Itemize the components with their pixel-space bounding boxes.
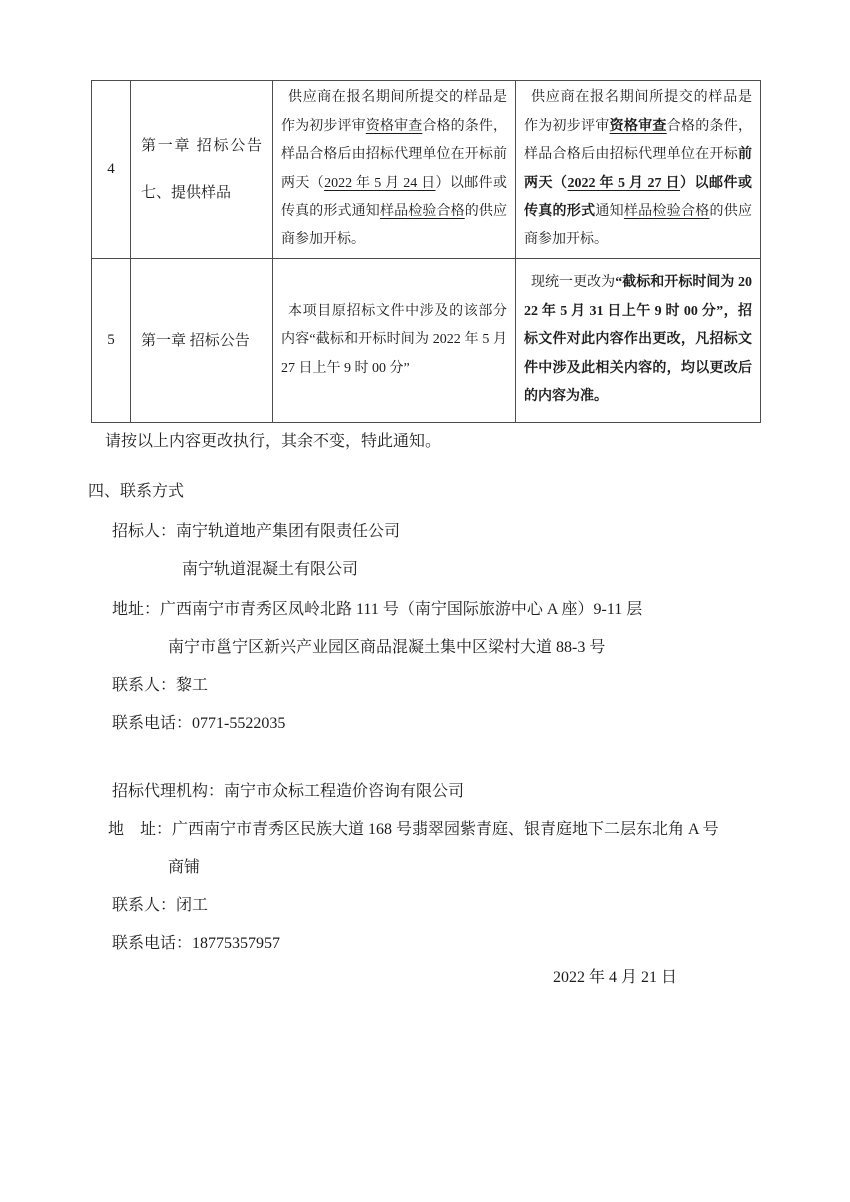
original-content-cell <box>273 259 516 423</box>
original-content-text: 本项目原招标文件中涉及的该部分内容“截标和开标时间为 2022 年 5 月 27 日上午 9 时 00 分” <box>281 303 507 376</box>
revised-content-cell <box>516 81 761 259</box>
contact-line-agency-phone: 联系电话：18775357957 <box>112 935 281 952</box>
chapter-line: 第一章 招标公告 <box>141 138 262 154</box>
chapter-cell <box>131 81 273 259</box>
contact-line-tenderer-2: 南宁轨道混凝土有限公司 <box>182 561 359 578</box>
row-number-cell: 5 <box>92 259 131 423</box>
revision-table <box>91 80 761 423</box>
table-row <box>92 81 761 259</box>
contact-line-person: 联系人：黎工 <box>112 677 209 694</box>
contact-line-phone: 联系电话：0771-5522035 <box>112 715 286 732</box>
chapter-line: 七、提供样品 <box>141 185 232 201</box>
notice-text: 请按以上内容更改执行，其余不变，特此通知。 <box>105 433 442 450</box>
revised-content-cell <box>516 259 761 423</box>
chapter-cell <box>131 259 273 423</box>
original-content-text: 供应商在报名期间所提交的样品是作为初步评审资格审查合格的条件，样品合格后由招标代理单位在开标前两天（2022 年 5 月 24 日）以邮件或传真的形式通知样品检验合格的供应商参加开标。 <box>281 90 508 248</box>
contact-line-agency-person: 联系人：闭工 <box>112 897 209 914</box>
table-row <box>92 259 761 423</box>
row-number-cell: 4 <box>92 81 131 259</box>
revised-content-text: 现统一更改为“截标和开标时间为 2022 年 5 月 31 日上午 9 时 00 分”，招标文件对此内容作出更改，凡招标文件中涉及此相关内容的，均以更改后的内容为准。 <box>524 275 752 405</box>
original-content-cell <box>273 81 516 259</box>
contact-line-tenderer: 招标人：南宁轨道地产集团有限责任公司 <box>112 523 401 540</box>
revised-content-text: 供应商在报名期间所提交的样品是作为初步评审资格审查合格的条件，样品合格后由招标代理单位在开标前两天（2022 年 5 月 27 日）以邮件或传真的形式通知样品检验合格的供应商参加开标。 <box>524 90 753 248</box>
chapter-line: 第一章 招标公告 <box>141 332 250 349</box>
document-date: 2022 年 4 月 21 日 <box>553 969 678 986</box>
contact-line-address: 地址：广西南宁市青秀区凤岭北路 111 号（南宁国际旅游中心 A 座）9-11 层 <box>112 601 643 618</box>
contact-line-agency-address: 地 址：广西南宁市青秀区民族大道 168 号翡翠园紫青庭、银青庭地下二层东北角 A 号 <box>108 821 719 838</box>
contact-line-address-2: 南宁市邕宁区新兴产业园区商品混凝土集中区梁村大道 88-3 号 <box>168 639 606 656</box>
contact-line-agency-address-2: 商铺 <box>168 859 201 876</box>
contact-line-agency: 招标代理机构：南宁市众标工程造价咨询有限公司 <box>112 783 465 800</box>
section-title: 四、联系方式 <box>88 483 185 500</box>
